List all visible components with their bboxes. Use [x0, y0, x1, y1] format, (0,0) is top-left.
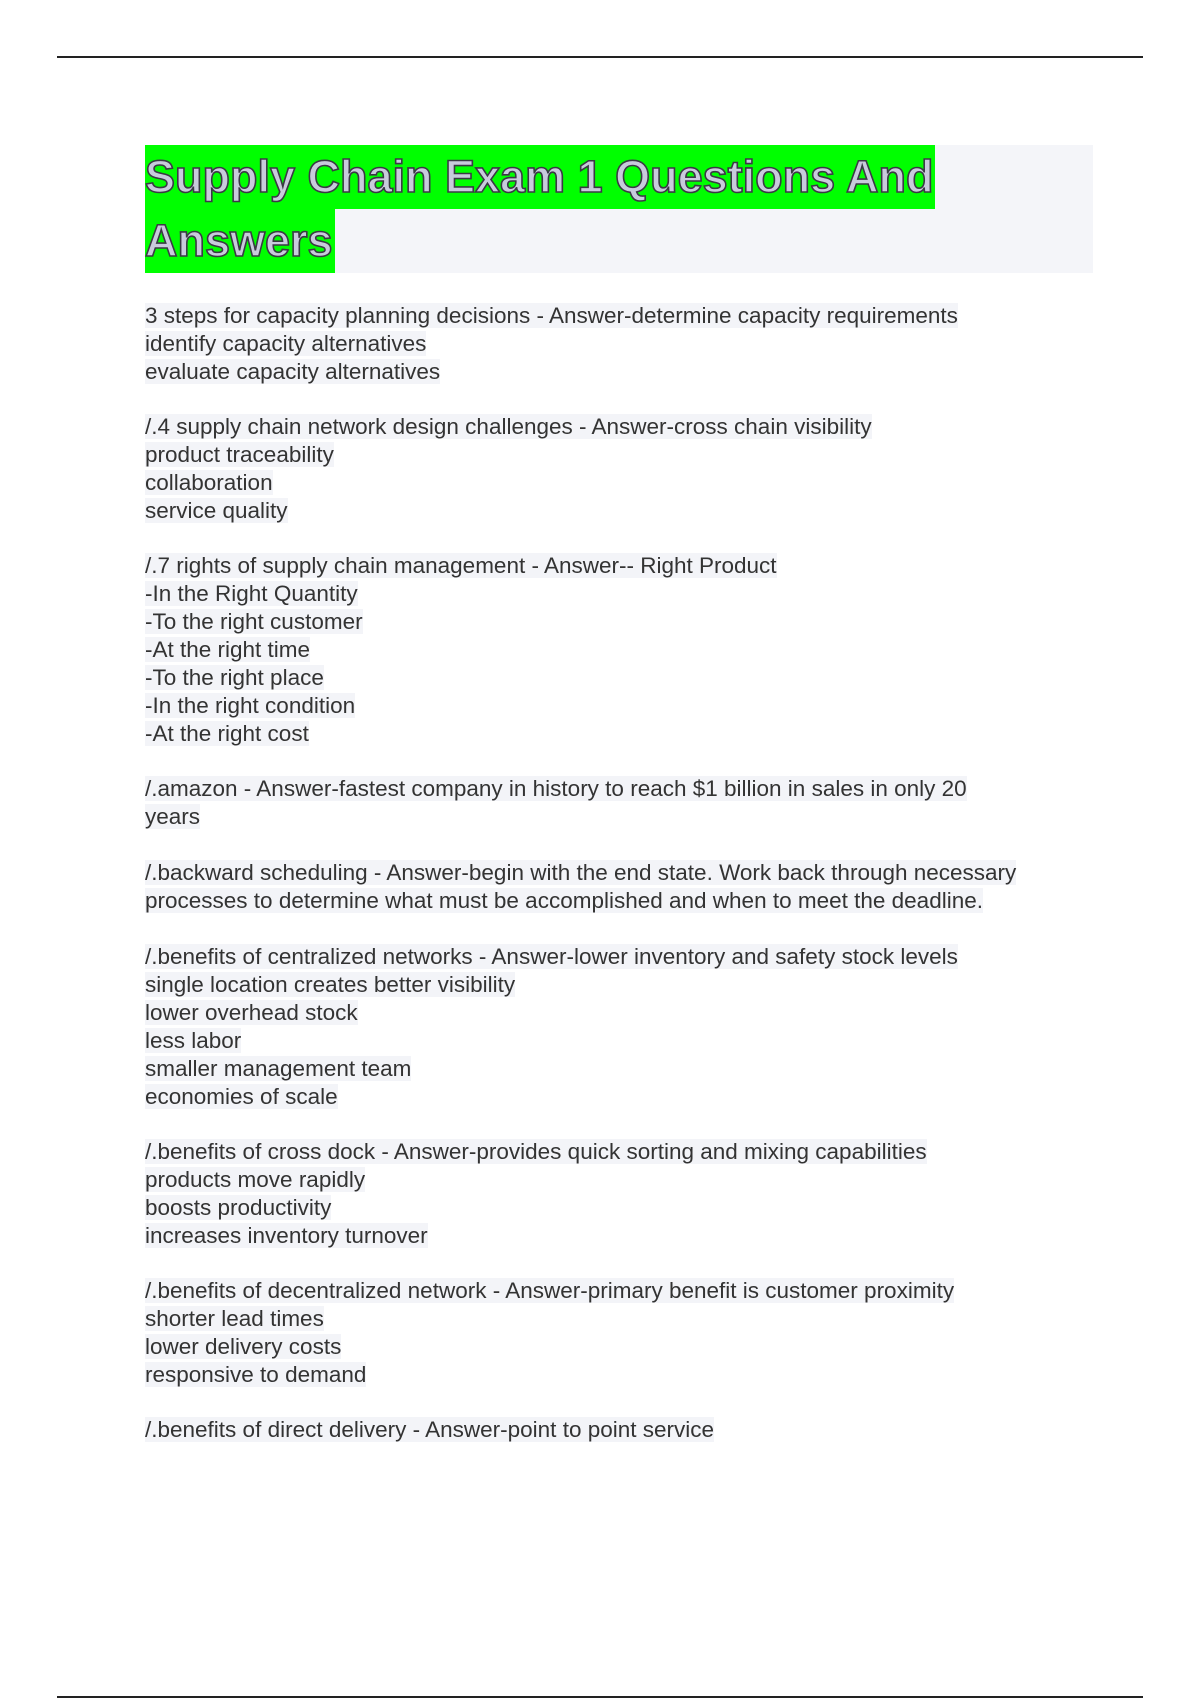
qa-line-text: service quality [145, 498, 288, 523]
qa-answer-line [145, 1305, 1105, 1333]
qa-line-text: /.4 supply chain network design challenges - Answer-cross chain visibility [145, 414, 872, 439]
qa-item [145, 413, 1105, 525]
qa-line-text: evaluate capacity alternatives [145, 359, 441, 384]
qa-line-text: collaboration [145, 470, 273, 495]
qa-line-text: responsive to demand [145, 1362, 367, 1387]
qa-line-text: -To the right customer [145, 609, 363, 634]
qa-line-text: boosts productivity [145, 1195, 332, 1220]
qa-question-line [145, 943, 1105, 971]
qa-line-text: products move rapidly [145, 1167, 366, 1192]
qa-line-text: -At the right time [145, 637, 311, 662]
qa-line-text: /.benefits of cross dock - Answer-provides quick sorting and mixing capabilities [145, 1139, 927, 1164]
qa-answer-line [145, 330, 1105, 358]
qa-answer-line [145, 1166, 1105, 1194]
qa-answer-line [145, 1361, 1105, 1389]
qa-line-text: -In the right condition [145, 693, 356, 718]
qa-answer-line [145, 1333, 1105, 1361]
qa-line-text: /.amazon - Answer-fastest company in history to reach $1 billion in sales in only 20 [145, 776, 967, 801]
qa-answer-line [145, 1222, 1105, 1250]
header-rule [57, 56, 1143, 58]
qa-answer-line [145, 1055, 1105, 1083]
title-line-1: Supply Chain Exam 1 Questions And [145, 145, 935, 209]
qa-line-text: identify capacity alternatives [145, 331, 427, 356]
qa-question-line [145, 1138, 1105, 1166]
qa-answer-line [145, 636, 1105, 664]
qa-question-line [145, 302, 1105, 330]
qa-item [145, 1138, 1105, 1250]
qa-question-line [145, 1277, 1105, 1305]
qa-line-text: -To the right place [145, 665, 324, 690]
qa-line-text: /.7 rights of supply chain management - Answer-- Right Product [145, 553, 777, 578]
qa-item [145, 775, 1105, 831]
qa-question-line [145, 552, 1105, 580]
qa-answer-line [145, 803, 1105, 831]
qa-answer-line [145, 887, 1105, 915]
qa-line-text: less labor [145, 1028, 242, 1053]
qa-item [145, 859, 1105, 915]
qa-line-text: /.benefits of centralized networks - Answer-lower inventory and safety stock levels [145, 944, 958, 969]
qa-answer-line [145, 441, 1105, 469]
qa-item [145, 1277, 1105, 1389]
qa-answer-line [145, 999, 1105, 1027]
qa-line-text: lower overhead stock [145, 1000, 358, 1025]
footer-rule [57, 1696, 1143, 1698]
qa-line-text: /.benefits of decentralized network - Answer-primary benefit is customer proximity [145, 1278, 955, 1303]
qa-line-text: years [145, 804, 201, 829]
qa-line-text: product traceability [145, 442, 334, 467]
qa-answer-line [145, 692, 1105, 720]
qa-answer-line [145, 608, 1105, 636]
qa-answer-line [145, 497, 1105, 525]
qa-item [145, 943, 1105, 1111]
qa-question-line [145, 413, 1105, 441]
qa-line-text: /.backward scheduling - Answer-begin with the end state. Work back through necessary [145, 860, 1017, 885]
qa-answer-line [145, 720, 1105, 748]
qa-line-text: /.benefits of direct delivery - Answer-point to point service [145, 1417, 715, 1442]
qa-item [145, 1416, 1105, 1444]
qa-answer-line [145, 580, 1105, 608]
qa-answer-line [145, 469, 1105, 497]
qa-line-text: processes to determine what must be accomplished and when to meet the deadline. [145, 888, 983, 913]
qa-line-text: single location creates better visibility [145, 972, 516, 997]
document-title [145, 145, 1093, 273]
qa-item [145, 552, 1105, 748]
qa-line-text: lower delivery costs [145, 1334, 342, 1359]
qa-answer-line [145, 1083, 1105, 1111]
qa-question-line [145, 775, 1105, 803]
qa-line-text: 3 steps for capacity planning decisions - Answer-determine capacity requirements [145, 303, 958, 328]
qa-question-line [145, 859, 1105, 887]
qa-question-line [145, 1416, 1105, 1444]
qa-line-text: -In the Right Quantity [145, 581, 358, 606]
qa-answer-line [145, 358, 1105, 386]
qa-answer-line [145, 971, 1105, 999]
qa-answer-line [145, 1194, 1105, 1222]
qa-answer-line [145, 664, 1105, 692]
title-line-2: Answers [145, 209, 335, 273]
qa-line-text: shorter lead times [145, 1306, 324, 1331]
qa-line-text: increases inventory turnover [145, 1223, 428, 1248]
qa-answer-line [145, 1027, 1105, 1055]
qa-line-text: -At the right cost [145, 721, 309, 746]
qa-line-text: economies of scale [145, 1084, 338, 1109]
qa-item [145, 302, 1105, 386]
qa-line-text: smaller management team [145, 1056, 412, 1081]
